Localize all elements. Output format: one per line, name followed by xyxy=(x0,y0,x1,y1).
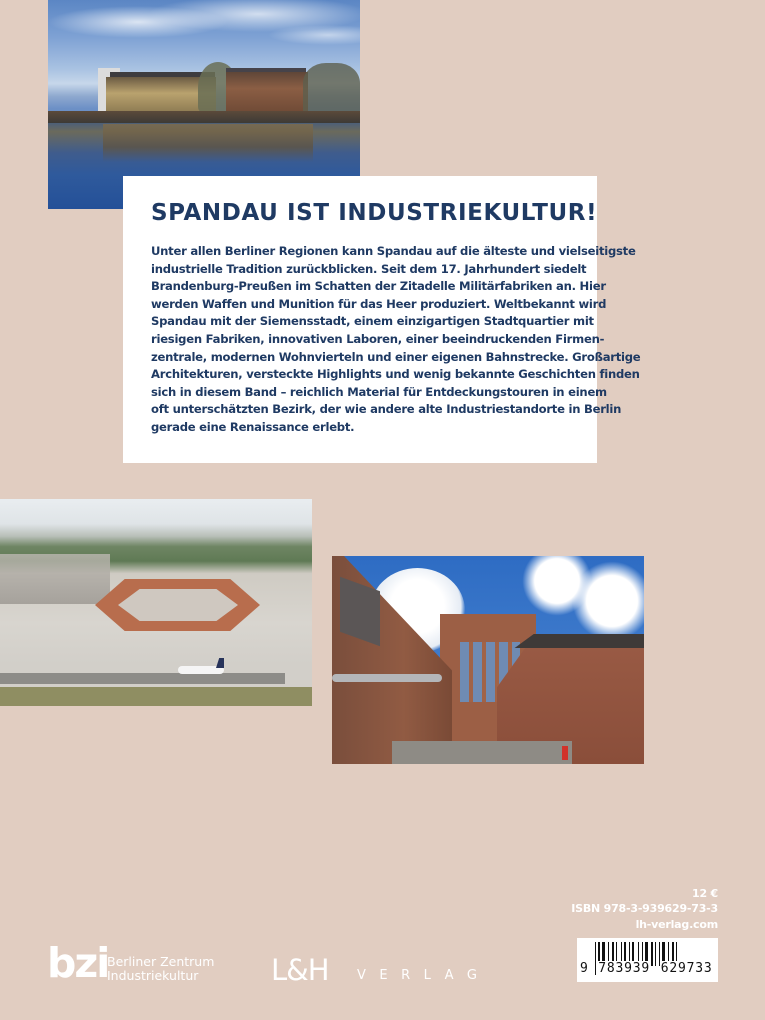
blurb-line: gerade eine Renaissance erlebt. xyxy=(151,419,355,434)
price: 12 € xyxy=(692,887,718,900)
blurb-title: SPANDAU IST INDUSTRIEKULTUR! xyxy=(151,200,598,226)
bzi-name-line2: Industriekultur xyxy=(107,967,199,983)
blurb-line: sich in diesem Band – reichlich Material für Entdeckungstouren in einem xyxy=(151,384,607,399)
blurb-line: industrielle Tradition zurückblicken. Seit dem 17. Jahrhundert siedelt xyxy=(151,261,587,276)
cloud xyxy=(572,561,644,641)
website: lh-verlag.com xyxy=(635,918,718,931)
isbn: ISBN 978-3-939629-73-3 xyxy=(571,902,718,915)
blurb-line: Brandenburg-Preußen im Schatten der Zitadelle Militärfabriken an. Hier xyxy=(151,279,606,294)
brick-factory-building xyxy=(226,72,308,113)
bzi-name xyxy=(107,955,214,982)
blurb-line: Architekturen, versteckte Highlights und wenig bekannte Geschichten finden xyxy=(151,367,640,382)
pipe xyxy=(332,674,442,682)
grass-strip xyxy=(0,687,312,706)
quay-wall xyxy=(48,111,360,123)
barcode-digit-lead: 9 xyxy=(580,961,589,976)
blurb-line: Unter allen Berliner Regionen kann Spandau auf die älteste und vielseitigste xyxy=(151,244,636,258)
blurb-line: oft unterschätzten Bezirk, der wie andere alte Industriestandorte in Berlin xyxy=(151,402,622,417)
fire-hydrant xyxy=(562,746,568,760)
blurb-line: Spandau mit der Siemensstadt, einem einzigartigen Stadtquartier mit xyxy=(151,314,594,329)
blurb-card xyxy=(123,176,641,463)
lh-verlag-word: VERLAG xyxy=(357,968,491,983)
bzi-name-line1: Berliner Zentrum xyxy=(107,954,215,969)
water-reflection xyxy=(103,124,313,162)
sky-clouds xyxy=(48,0,360,75)
barcode-digits-right: 629733 xyxy=(660,961,713,976)
blurb-line: zentrale, modernen Wohnvierteln und einer eigenen Bahnstrecke. Großartige xyxy=(151,349,641,364)
runway xyxy=(0,673,285,684)
airplane-tail xyxy=(216,658,224,668)
airport-buildings xyxy=(0,554,110,604)
courtyard-ground xyxy=(392,741,572,764)
barcode-digits xyxy=(580,961,713,976)
brick-factory-courtyard-photo xyxy=(332,556,644,764)
bzi-logo: bzi xyxy=(47,939,109,987)
blurb-body xyxy=(151,243,641,437)
airport-aerial-photo xyxy=(0,499,312,706)
trees xyxy=(303,63,360,113)
blurb-line: werden Waffen und Munition für das Heer produziert. Weltbekannt wird xyxy=(151,296,607,311)
blurb-line: riesigen Fabriken, innovativen Laboren, einer beeindruckenden Firmen- xyxy=(151,331,605,346)
terminal-courtyard xyxy=(118,589,238,621)
lh-verlag-logo: L&H xyxy=(271,953,329,987)
barcode-digits-left: 783939 xyxy=(598,961,651,976)
isbn-barcode xyxy=(577,938,718,982)
